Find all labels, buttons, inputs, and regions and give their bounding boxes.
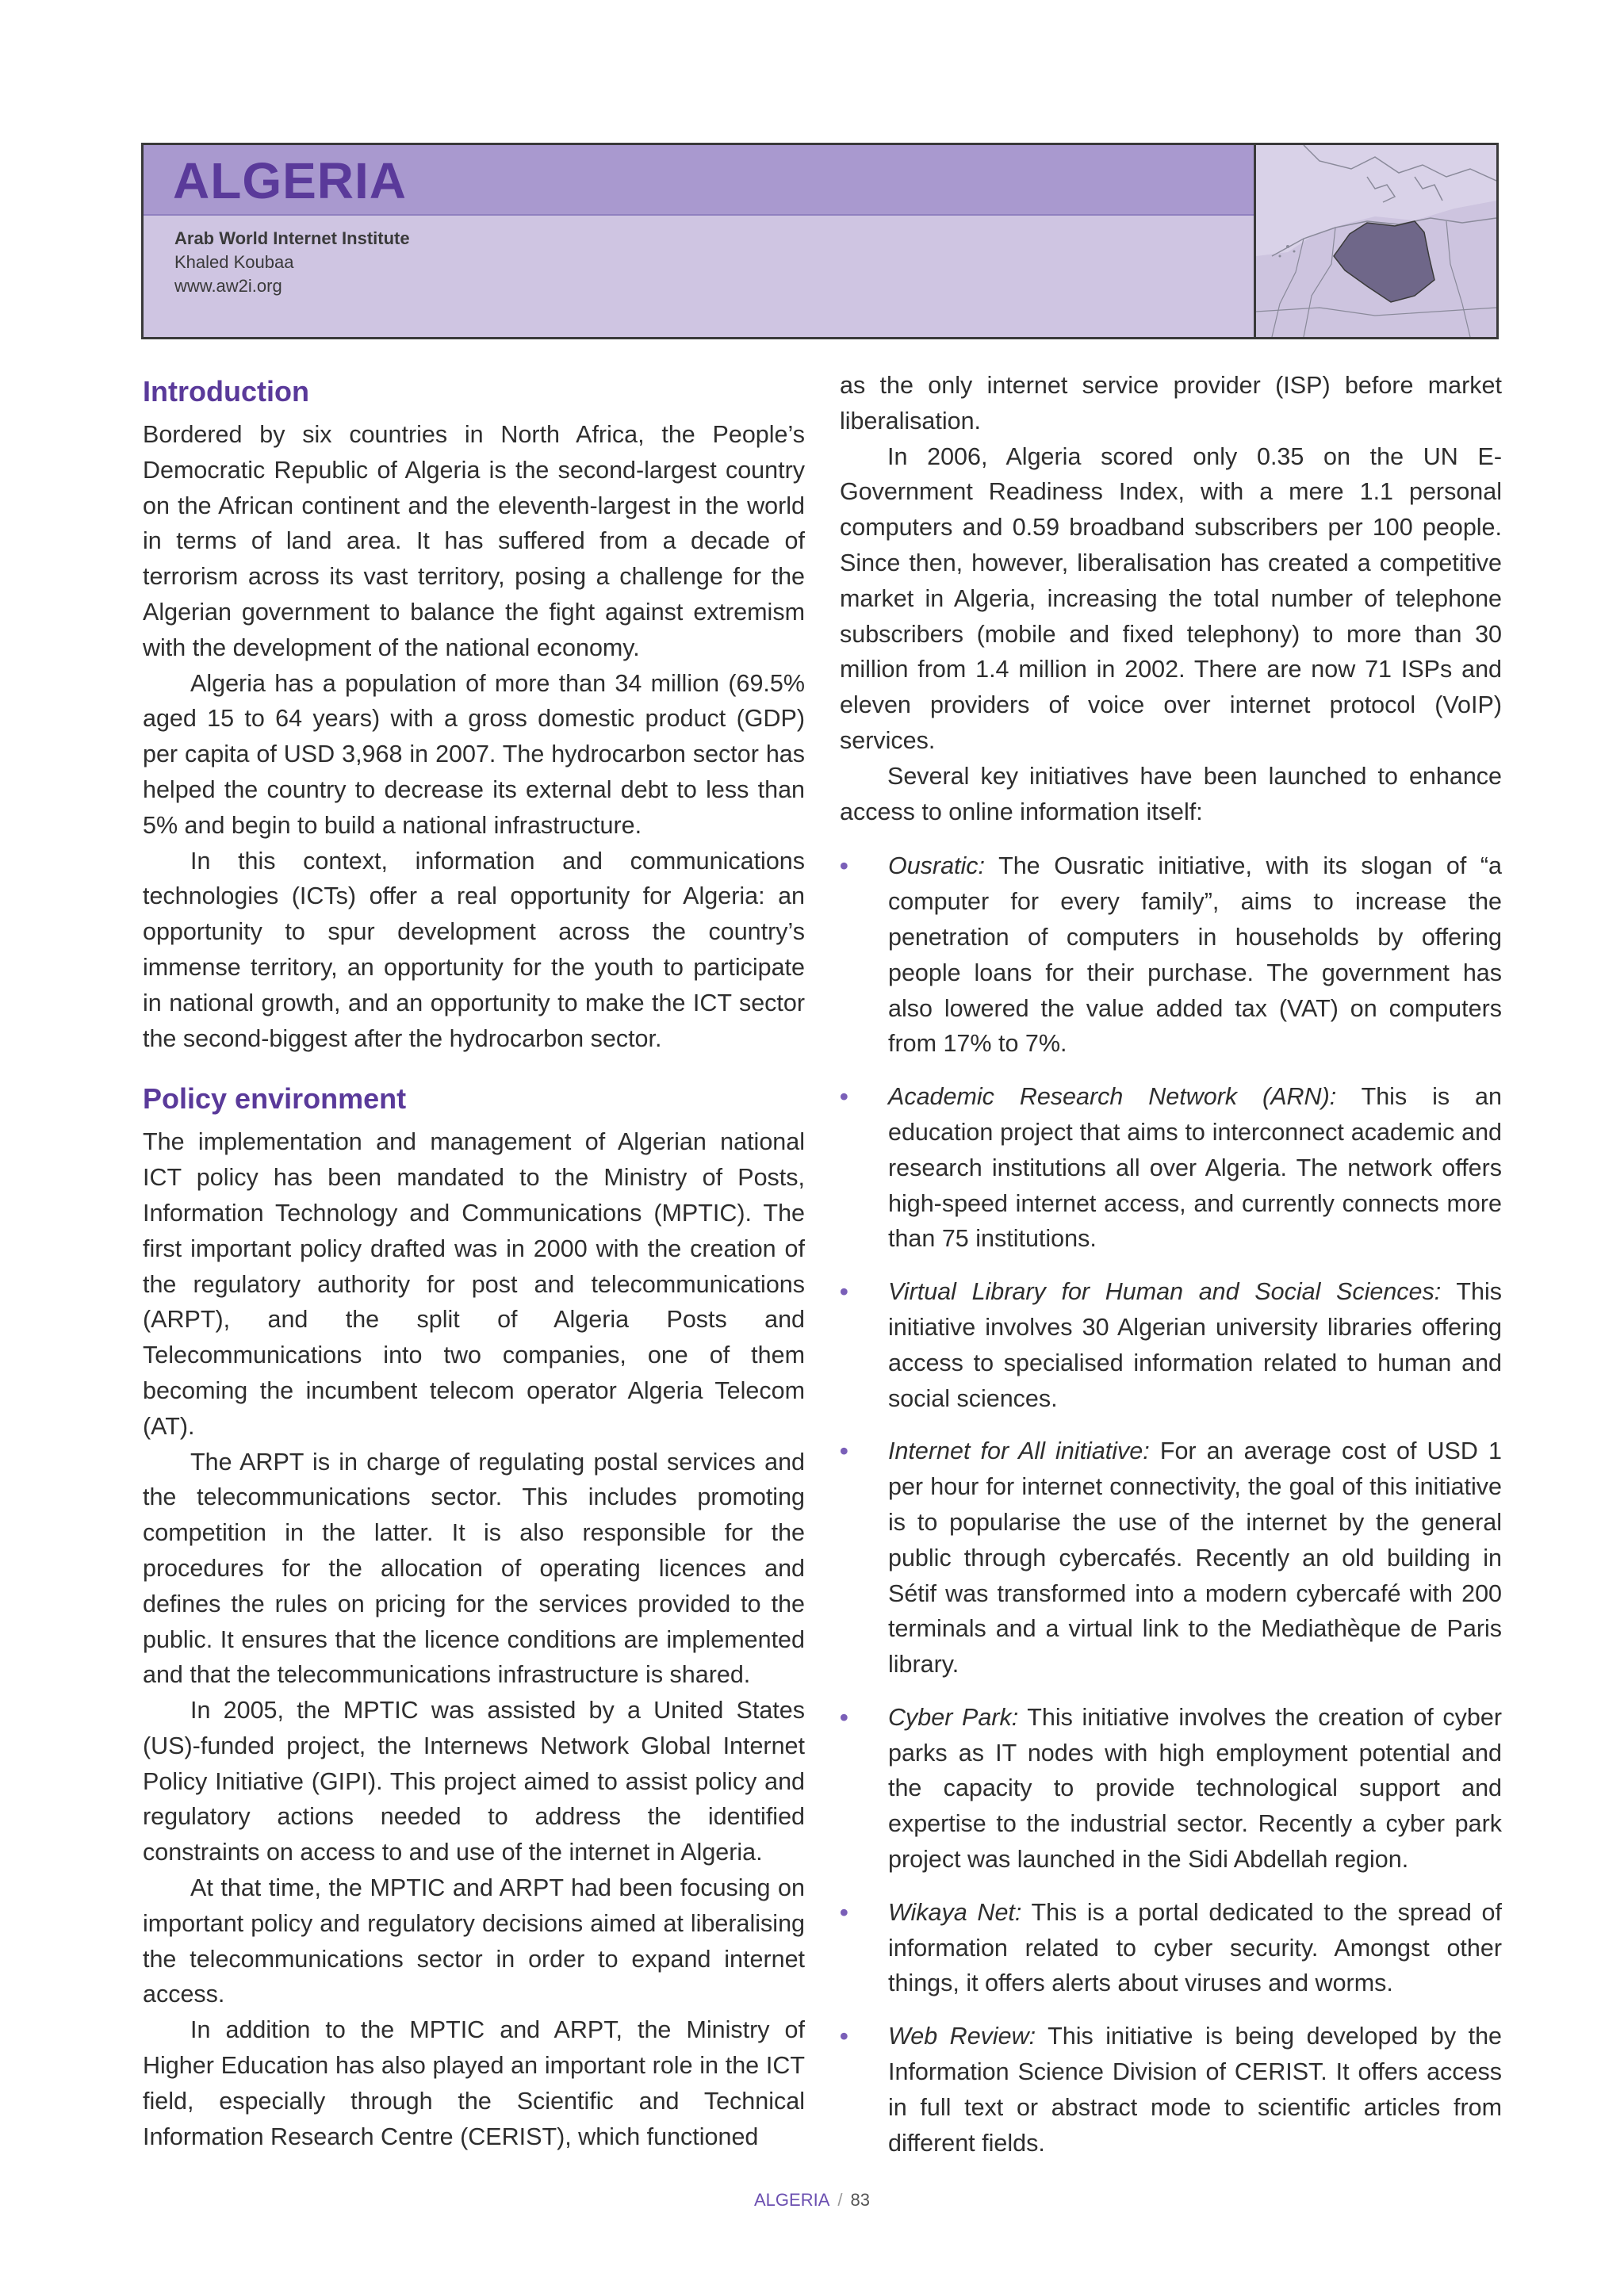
country-title: ALGERIA [173, 152, 407, 209]
list-item [840, 2019, 1502, 2161]
website-url: www.aw2i.org [174, 276, 282, 296]
initiative-name: Internet for All initiative: [888, 1437, 1150, 1465]
policy-heading: Policy environment [143, 1082, 407, 1116]
bullet-icon: • [840, 1278, 848, 1306]
initiative-text: The Ousratic initiative, with its slogan of “a computer for every family”, aims to increase the penetration of computers in households by offering people loans for their purchase. The government has also lowered the value added tax (VAT) on computers from 17% to 7%. [888, 852, 1502, 1058]
initiative-name: Wikaya Net: [888, 1898, 1022, 1926]
bullet-icon: • [840, 2023, 848, 2050]
initiative-name: Web Review: [888, 2023, 1036, 2050]
list-item [840, 1274, 1502, 1416]
list-item [840, 848, 1502, 1062]
right-column [840, 368, 1502, 2178]
list-item [840, 1079, 1502, 1257]
author-info [174, 227, 410, 298]
bullet-icon: • [840, 1898, 848, 1926]
paragraph: Algeria has a population of more than 34 million (69.5% aged 15 to 64 years) with a gross domestic product (GDP) per capita of USD 3,968 in 2007. The hydrocarbon sector has helped the country to decrease its external debt to less than 5% and begin to build a national infrastructure. [143, 669, 805, 839]
bullet-icon: • [840, 852, 848, 880]
paragraph: At that time, the MPTIC and ARPT had been focusing on important policy and regulatory decisions aimed at liberalising the telecommunications sector in order to expand internet access. [143, 1874, 805, 2008]
page-footer [0, 2190, 1624, 2211]
initiatives-list [840, 848, 1502, 2161]
initiative-text: This initiative involves the creation of cyber parks as IT nodes with high employment potential and the capacity to provide technological support and expertise to the industrial sector. Recently a cyber park project was launched in the Sidi Abdellah region. [888, 1703, 1502, 1874]
initiative-text: This is an education project that aims to interconnect academic and research institutions all over Algeria. The network offers high-speed internet access, and currently connects more than 75 institutions. [888, 1083, 1502, 1253]
page-number: 83 [850, 2190, 870, 2210]
paragraph: as the only internet service provider (ISP) before market liberalisation. [840, 372, 1502, 434]
initiative-text: This is a portal dedicated to the spread of information related to cyber security. Amongst other things, it offers alerts about viruses and worms. [888, 1898, 1502, 1997]
paragraph: In addition to the MPTIC and ARPT, the Ministry of Higher Education has also played an important role in the ICT field, especially through the Scientific and Technical Information Research Centre (CERIST), which functioned [143, 2016, 805, 2150]
initiative-text: This initiative involves 30 Algerian university libraries offering access to specialised information related to human and social sciences. [888, 1278, 1502, 1412]
initiative-text: For an average cost of USD 1 per hour for internet connectivity, the goal of this initiative is to popularise the use of the internet by the general public through cybercafés. Recently an old building in Sétif was transformed into a modern cybercafé with 200 terminals and a virtual link to the Mediathèque de Paris library. [888, 1437, 1502, 1679]
footer-separator: / [837, 2190, 843, 2210]
paragraph: In this context, information and communications technologies (ICTs) offer a real opportunity for Algeria: an opportunity to spur development across the country’s immense territory, an opportunity for the youth to participate in national growth, and an opportunity to make the ICT sector the second-biggest after the hydrocarbon sector. [143, 847, 805, 1052]
introduction-heading: Introduction [143, 375, 309, 408]
paragraph: In 2005, the MPTIC was assisted by a United States (US)-funded project, the Internews Network Global Internet Policy Initiative (GIPI). This project aimed to assist policy and regulatory actions needed to address the identified constraints on access to and use of the internet in Algeria. [143, 1697, 805, 1866]
initiative-name: Academic Research Network (ARN): [888, 1083, 1337, 1111]
author-name: Khaled Koubaa [174, 252, 294, 272]
paragraph: Bordered by six countries in North Africa, the People’s Democratic Republic of Algeria is the second-largest country on the African continent and the eleventh-largest in the world in terms of land area. It has suffered from a decade of terrorism across its vast territory, posing a challenge for the Algerian government to balance the fight against extremism with the development of the national economy. [143, 421, 805, 661]
algeria-map-icon [1254, 145, 1496, 337]
chapter-header [141, 143, 1499, 339]
list-item [840, 1895, 1502, 2001]
title-band [144, 145, 1258, 216]
paragraph: In 2006, Algeria scored only 0.35 on the UN E-Government Readiness Index, with a mere 1.1 personal computers and 0.59 broadband subscribers per 100 people. Since then, however, liberalisation has created a competitive market in Algeria, increasing the total number of telephone subscribers (mobile and fixed telephony) to more than 30 million from 1.4 million in 2002. There are now 71 ISPs and eleven providers of voice over internet protocol (VoIP) services. [840, 442, 1502, 754]
left-column [143, 368, 805, 2154]
paragraph: The ARPT is in charge of regulating postal services and the telecommunications sector. This includes promoting competition in the latter. It is also responsible for the procedures for the allocation of operating licences and defines the rules on pricing for the services provided to the public. It ensures that the licence conditions are implemented and that the telecommunications infrastructure is shared. [143, 1448, 805, 1689]
footer-section: ALGERIA [754, 2190, 830, 2210]
bullet-icon: • [840, 1083, 848, 1111]
initiative-text: This initiative is being developed by the Information Science Division of CERIST. It offers access in full text or abstract mode to scientific articles from different fields. [888, 2023, 1502, 2157]
paragraph: Several key initiatives have been launched to enhance access to online information itself: [840, 762, 1502, 825]
initiative-name: Ousratic: [888, 852, 986, 880]
paragraph: The implementation and management of Algerian national ICT policy has been mandated to the Ministry of Posts, Information Technology and Communications (MPTIC). The first important policy drafted was in 2000 with the creation of the regulatory authority for post and telecommunications (ARPT), and the split of Algeria Posts and Telecommunications into two companies, one of them becoming the incumbent telecom operator Algeria Telecom (AT). [143, 1128, 805, 1440]
initiative-name: Virtual Library for Human and Social Sciences: [888, 1278, 1442, 1306]
organization-name: Arab World Internet Institute [174, 228, 410, 248]
initiative-name: Cyber Park: [888, 1703, 1019, 1731]
list-item [840, 1434, 1502, 1682]
bullet-icon: • [840, 1437, 848, 1465]
list-item [840, 1700, 1502, 1878]
bullet-icon: • [840, 1703, 848, 1731]
